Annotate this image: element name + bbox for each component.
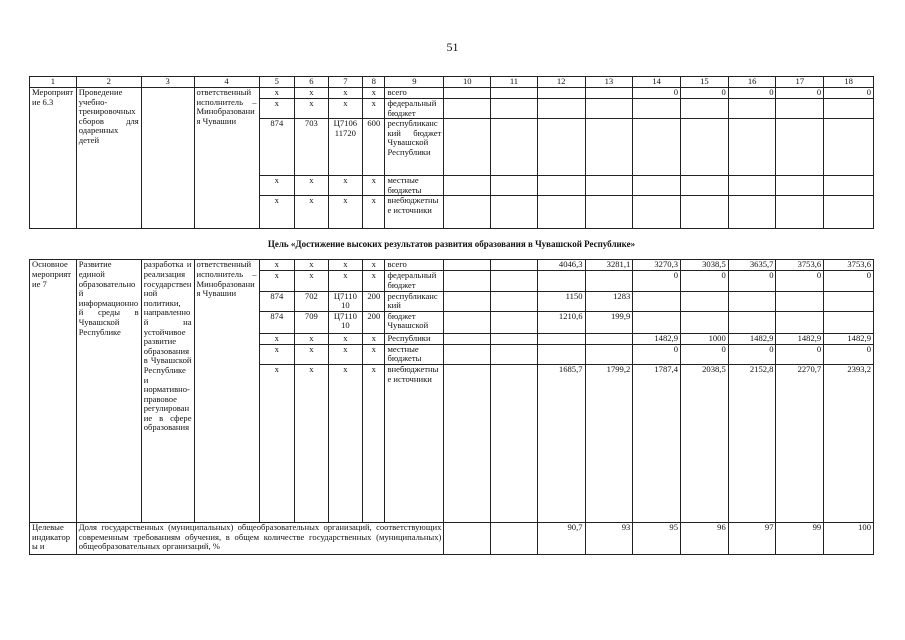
- code-cell: x: [328, 99, 363, 119]
- value-cell: [824, 176, 874, 196]
- value-cell: [491, 271, 538, 291]
- column-number: 16: [728, 77, 776, 88]
- column-number: 13: [585, 77, 633, 88]
- code-cell: 874: [259, 311, 295, 333]
- code-cell: x: [363, 196, 385, 229]
- value-cell: [776, 176, 824, 196]
- value-cell: [444, 333, 491, 344]
- value-cell: [824, 291, 874, 311]
- column-number: 12: [537, 77, 585, 88]
- column-number: 5: [259, 77, 295, 88]
- value-cell: 3281,1: [585, 260, 633, 271]
- value-cell: [681, 99, 729, 119]
- value-cell: [444, 364, 491, 522]
- code-cell: Ц7110 10: [328, 311, 363, 333]
- value-cell: [444, 291, 491, 311]
- value-cell: [444, 196, 491, 229]
- value-cell: [585, 99, 633, 119]
- column-number: 3: [141, 77, 194, 88]
- funding-source-cell: внебюджетные источники: [385, 364, 444, 522]
- code-cell: 703: [295, 119, 329, 176]
- value-cell: [444, 176, 491, 196]
- value-cell: [491, 291, 538, 311]
- value-cell: [585, 176, 633, 196]
- block1-col1: Мероприятие 6.3: [30, 88, 77, 229]
- value-cell: [681, 311, 729, 333]
- value-cell: 0: [633, 344, 681, 364]
- column-number: 17: [776, 77, 824, 88]
- code-cell: 874: [259, 119, 295, 176]
- column-number: 1: [30, 77, 77, 88]
- value-cell: 0: [728, 271, 776, 291]
- code-cell: x: [328, 196, 363, 229]
- code-cell: x: [295, 333, 329, 344]
- value-cell: 0: [728, 344, 776, 364]
- value-cell: 3635,7: [728, 260, 776, 271]
- value-cell: [585, 333, 633, 344]
- value-cell: 1150: [537, 291, 585, 311]
- indicator-value: [444, 522, 491, 554]
- value-cell: [728, 176, 776, 196]
- value-cell: 1482,9: [633, 333, 681, 344]
- code-cell: x: [328, 364, 363, 522]
- funding-source-cell: всего: [385, 88, 444, 99]
- funding-source-cell: Республики: [385, 333, 444, 344]
- code-cell: x: [363, 344, 385, 364]
- value-cell: [444, 119, 491, 176]
- column-number: 15: [681, 77, 729, 88]
- value-cell: [491, 311, 538, 333]
- value-cell: [633, 99, 681, 119]
- code-cell: x: [259, 344, 295, 364]
- table-row: [30, 88, 874, 99]
- value-cell: [824, 99, 874, 119]
- value-cell: [776, 119, 824, 176]
- column-number: 2: [76, 77, 141, 88]
- value-cell: [681, 119, 729, 176]
- indicator-label: Целевые индикаторы и: [30, 522, 77, 554]
- code-cell: 874: [259, 291, 295, 311]
- code-cell: x: [259, 196, 295, 229]
- value-cell: [585, 196, 633, 229]
- block2-col4: ответственный исполнитель – Минобразования Чувашии: [194, 260, 259, 523]
- indicator-value: 90,7: [537, 522, 585, 554]
- value-cell: 2393,2: [824, 364, 874, 522]
- code-cell: x: [363, 88, 385, 99]
- value-cell: [491, 176, 538, 196]
- column-number: 14: [633, 77, 681, 88]
- code-cell: x: [259, 260, 295, 271]
- value-cell: 2270,7: [776, 364, 824, 522]
- value-cell: [824, 311, 874, 333]
- value-cell: [681, 196, 729, 229]
- value-cell: [776, 291, 824, 311]
- code-cell: 600: [363, 119, 385, 176]
- funding-source-cell: всего: [385, 260, 444, 271]
- code-cell: x: [295, 176, 329, 196]
- value-cell: [537, 99, 585, 119]
- header-row: [30, 77, 874, 88]
- funding-source-cell: республиканский: [385, 291, 444, 311]
- block2-col2: Развитие единой образовательной информационной среды в Чувашской Республике: [76, 260, 141, 523]
- value-cell: [491, 196, 538, 229]
- value-cell: [444, 260, 491, 271]
- code-cell: x: [363, 271, 385, 291]
- value-cell: [537, 271, 585, 291]
- value-cell: [537, 88, 585, 99]
- code-cell: x: [259, 176, 295, 196]
- value-cell: [444, 271, 491, 291]
- code-cell: x: [363, 364, 385, 522]
- code-cell: 200: [363, 311, 385, 333]
- value-cell: [585, 271, 633, 291]
- indicator-row: [30, 522, 874, 554]
- value-cell: [728, 99, 776, 119]
- value-cell: [491, 260, 538, 271]
- value-cell: [491, 344, 538, 364]
- code-cell: x: [328, 333, 363, 344]
- value-cell: [585, 88, 633, 99]
- code-cell: x: [363, 99, 385, 119]
- code-cell: 709: [295, 311, 329, 333]
- column-number: 9: [385, 77, 444, 88]
- value-cell: 3270,3: [633, 260, 681, 271]
- funding-source-cell: внебюджетные источники: [385, 196, 444, 229]
- goal-row: [30, 229, 874, 260]
- value-cell: 0: [776, 271, 824, 291]
- value-cell: [633, 311, 681, 333]
- value-cell: [585, 119, 633, 176]
- value-cell: 0: [776, 344, 824, 364]
- value-cell: 199,9: [585, 311, 633, 333]
- column-number: 10: [444, 77, 491, 88]
- value-cell: 1210,6: [537, 311, 585, 333]
- block1-col2: Проведение учебно-тренировочных сборов для одаренных детей: [76, 88, 141, 229]
- code-cell: x: [363, 176, 385, 196]
- funding-source-cell: местные бюджеты: [385, 344, 444, 364]
- funding-source-cell: местные бюджеты: [385, 176, 444, 196]
- value-cell: [585, 344, 633, 364]
- code-cell: x: [295, 260, 329, 271]
- value-cell: [444, 88, 491, 99]
- value-cell: [537, 344, 585, 364]
- code-cell: x: [259, 99, 295, 119]
- value-cell: 0: [776, 88, 824, 99]
- value-cell: [633, 291, 681, 311]
- block2-col3: разработка и реализация государственной политики, направленной на устойчивое развитие образования в Чувашской Республике и нормативно-правовое регулирование в сфере образования: [141, 260, 194, 523]
- funding-source-cell: республиканский бюджет Чувашской Республики: [385, 119, 444, 176]
- code-cell: x: [363, 260, 385, 271]
- value-cell: [776, 99, 824, 119]
- budget-table: [29, 76, 874, 555]
- indicator-value: 95: [633, 522, 681, 554]
- value-cell: 2038,5: [681, 364, 729, 522]
- value-cell: [444, 344, 491, 364]
- code-cell: x: [295, 364, 329, 522]
- value-cell: [537, 119, 585, 176]
- column-number: 18: [824, 77, 874, 88]
- code-cell: x: [295, 271, 329, 291]
- indicator-value: 100: [824, 522, 874, 554]
- block1-col4: ответственный исполнитель – Минобразования Чувашии: [194, 88, 259, 229]
- indicator-value: 93: [585, 522, 633, 554]
- value-cell: 4046,3: [537, 260, 585, 271]
- value-cell: 0: [824, 88, 874, 99]
- value-cell: 0: [681, 271, 729, 291]
- column-number: 6: [295, 77, 329, 88]
- code-cell: 200: [363, 291, 385, 311]
- value-cell: 0: [824, 344, 874, 364]
- table-row: [30, 260, 874, 271]
- value-cell: [444, 311, 491, 333]
- value-cell: 3753,6: [776, 260, 824, 271]
- value-cell: [444, 99, 491, 119]
- value-cell: 1482,9: [776, 333, 824, 344]
- value-cell: [633, 176, 681, 196]
- indicator-value: 97: [728, 522, 776, 554]
- value-cell: [491, 119, 538, 176]
- funding-source-cell: федеральный бюджет: [385, 99, 444, 119]
- code-cell: Ц7110 10: [328, 291, 363, 311]
- code-cell: x: [328, 176, 363, 196]
- column-number: 11: [491, 77, 538, 88]
- code-cell: x: [295, 88, 329, 99]
- code-cell: x: [295, 196, 329, 229]
- code-cell: x: [328, 88, 363, 99]
- indicator-value: 99: [776, 522, 824, 554]
- value-cell: [537, 333, 585, 344]
- value-cell: 2152,8: [728, 364, 776, 522]
- code-cell: x: [259, 271, 295, 291]
- goal-title: Цель «Достижение высоких результатов развития образования в Чувашской Республике»: [30, 229, 874, 260]
- value-cell: [824, 119, 874, 176]
- code-cell: x: [259, 333, 295, 344]
- value-cell: [633, 119, 681, 176]
- block2-col1: Основное мероприятие 7: [30, 260, 77, 523]
- value-cell: [633, 196, 681, 229]
- value-cell: 1685,7: [537, 364, 585, 522]
- value-cell: 1482,9: [824, 333, 874, 344]
- value-cell: 1283: [585, 291, 633, 311]
- value-cell: 0: [681, 88, 729, 99]
- value-cell: 1482,9: [728, 333, 776, 344]
- code-cell: x: [328, 271, 363, 291]
- budget-table-sheet: [29, 76, 874, 555]
- indicator-text: Доля государственных (муниципальных) общеобразовательных организаций, соответствующих современным требованиям обучения, в общем количестве государственных (муниципальных) общеобразовательных организаций, %: [76, 522, 444, 554]
- value-cell: 0: [681, 344, 729, 364]
- code-cell: x: [295, 99, 329, 119]
- page-number: 51: [446, 40, 459, 54]
- value-cell: [728, 311, 776, 333]
- value-cell: [491, 333, 538, 344]
- value-cell: 0: [633, 88, 681, 99]
- value-cell: 1799,2: [585, 364, 633, 522]
- value-cell: 3753,6: [824, 260, 874, 271]
- value-cell: [491, 88, 538, 99]
- code-cell: 702: [295, 291, 329, 311]
- code-cell: x: [259, 364, 295, 522]
- column-number: 8: [363, 77, 385, 88]
- funding-source-cell: бюджет Чувашской: [385, 311, 444, 333]
- value-cell: 1000: [681, 333, 729, 344]
- column-number: 4: [194, 77, 259, 88]
- table-body: [30, 77, 874, 555]
- code-cell: x: [295, 344, 329, 364]
- value-cell: [681, 176, 729, 196]
- value-cell: 3038,5: [681, 260, 729, 271]
- value-cell: [491, 99, 538, 119]
- value-cell: [491, 364, 538, 522]
- value-cell: 0: [728, 88, 776, 99]
- funding-source-cell: федеральный бюджет: [385, 271, 444, 291]
- code-cell: x: [328, 344, 363, 364]
- code-cell: x: [259, 88, 295, 99]
- value-cell: [728, 196, 776, 229]
- indicator-value: 96: [681, 522, 729, 554]
- value-cell: [728, 291, 776, 311]
- code-cell: Ц7106 11720: [328, 119, 363, 176]
- indicator-value: [491, 522, 538, 554]
- value-cell: [537, 176, 585, 196]
- code-cell: x: [363, 333, 385, 344]
- value-cell: [537, 196, 585, 229]
- code-cell: x: [328, 260, 363, 271]
- value-cell: [824, 196, 874, 229]
- value-cell: [776, 196, 824, 229]
- block1-col3: [141, 88, 194, 229]
- value-cell: 0: [824, 271, 874, 291]
- value-cell: [776, 311, 824, 333]
- value-cell: 0: [633, 271, 681, 291]
- value-cell: [728, 119, 776, 176]
- value-cell: [681, 291, 729, 311]
- column-number: 7: [328, 77, 363, 88]
- value-cell: 1787,4: [633, 364, 681, 522]
